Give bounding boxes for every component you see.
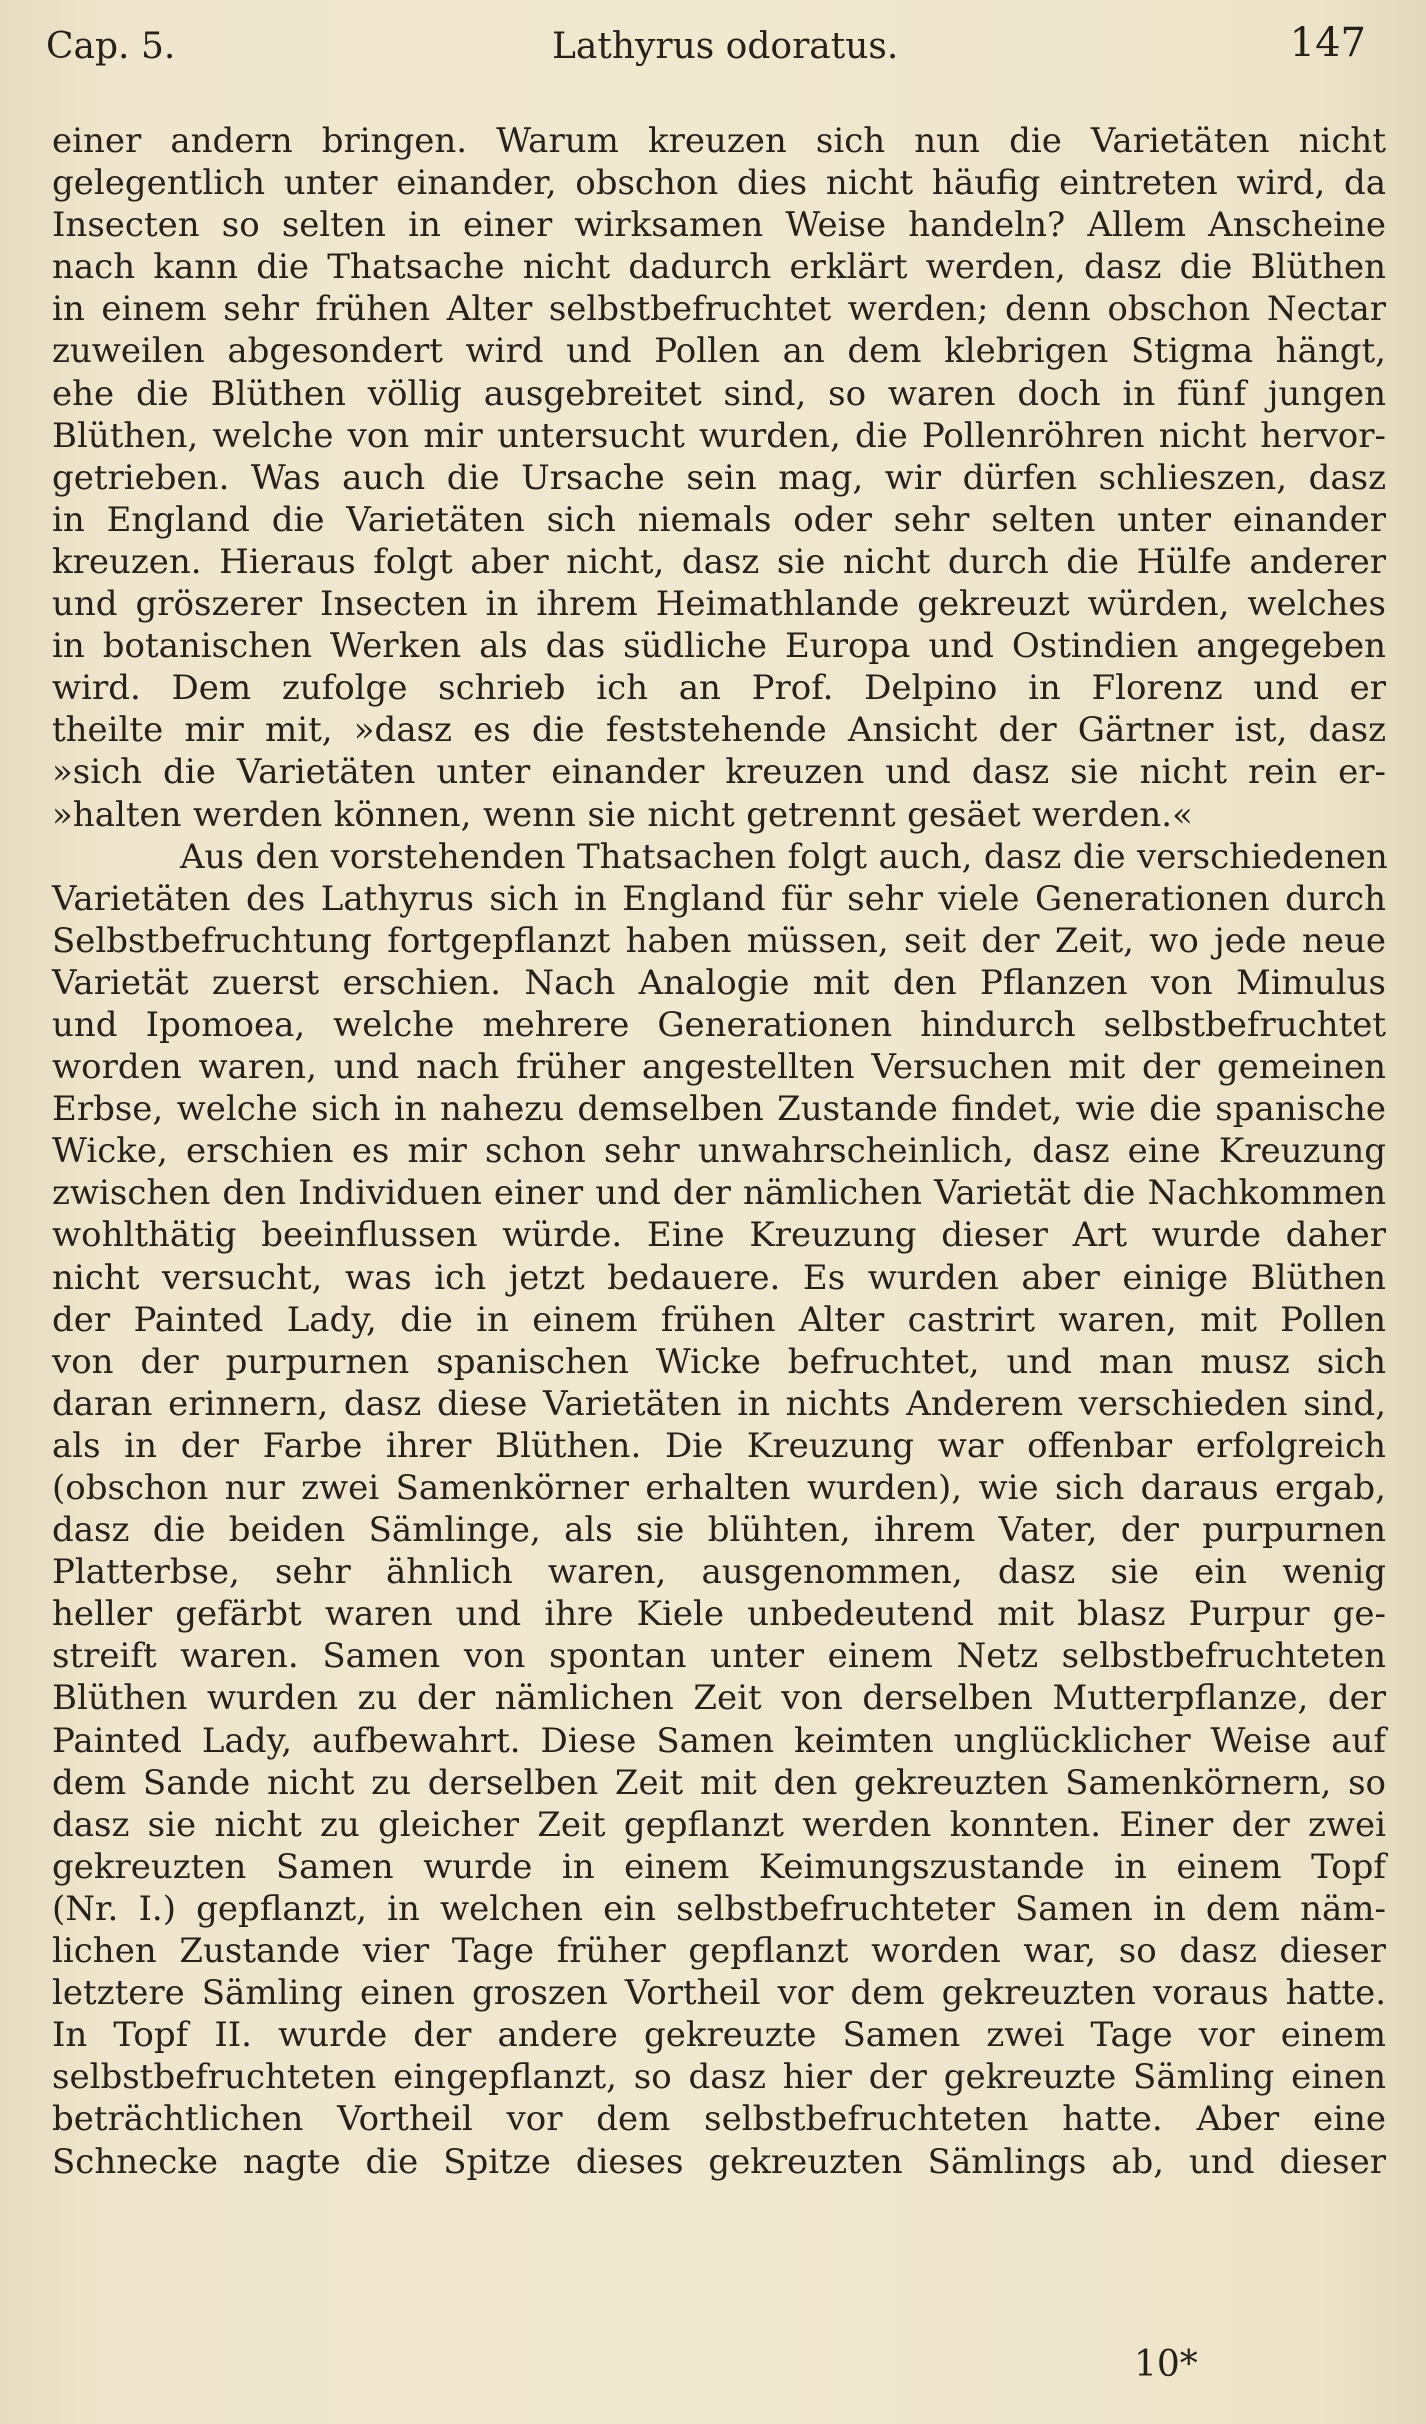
text-line: wohlthätig beeinflussen würde. Eine Kreuzung dieser Art wurde daher bbox=[52, 1215, 1386, 1256]
text-line: Platterbse, sehr ähnlich waren, ausgenommen, dasz sie ein wenig bbox=[52, 1552, 1386, 1593]
text-line: »sich die Varietäten unter einander kreuzen und dasz sie nicht rein er- bbox=[52, 752, 1386, 793]
text-line: »halten werden können, wenn sie nicht getrennt gesäet werden.« bbox=[52, 794, 1193, 835]
text-line: streift waren. Samen von spontan unter einem Netz selbstbefruchteten bbox=[52, 1636, 1386, 1677]
text-line: Insecten so selten in einer wirksamen Weise handeln? Allem Anscheine bbox=[52, 205, 1386, 246]
text-line: nach kann die Thatsache nicht dadurch erklärt werden, dasz die Blüthen bbox=[52, 247, 1386, 288]
text-line: dasz die beiden Sämlinge, als sie blühten, ihrem Vater, der purpurnen bbox=[52, 1510, 1386, 1551]
text-line: dasz sie nicht zu gleicher Zeit gepflanzt werden konnten. Einer der zwei bbox=[52, 1804, 1386, 1845]
text-line: Schnecke nagte die Spitze dieses gekreuzten Sämlings ab, und dieser bbox=[52, 2141, 1386, 2182]
text-line: und Ipomoea, welche mehrere Generationen hindurch selbstbefruchtet bbox=[52, 1004, 1386, 1045]
text-line: gekreuzten Samen wurde in einem Keimungszustande in einem Topf bbox=[52, 1846, 1386, 1887]
text-line: als in der Farbe ihrer Blüthen. Die Kreuzung war offenbar erfolgreich bbox=[52, 1425, 1386, 1466]
text-line: (Nr. I.) gepflanzt, in welchen ein selbstbefruchteter Samen in dem näm- bbox=[52, 1888, 1386, 1929]
text-line: worden waren, und nach früher angestellten Versuchen mit der gemeinen bbox=[52, 1047, 1386, 1088]
text-line: (obschon nur zwei Samenkörner erhalten wurden), wie sich daraus ergab, bbox=[52, 1468, 1386, 1508]
text-line: in botanischen Werken als das südliche Europa und Ostindien angegeben bbox=[52, 626, 1386, 667]
running-title: Lathyrus odoratus. bbox=[552, 26, 899, 67]
text-line: Selbstbefruchtung fortgepflanzt haben müssen, seit der Zeit, wo jede neue bbox=[52, 920, 1386, 961]
text-line: Aus den vorstehenden Thatsachen folgt auch, dasz die verschiedenen bbox=[180, 836, 1388, 877]
text-line: Wicke, erschien es mir schon sehr unwahrscheinlich, dasz eine Kreuzung bbox=[52, 1131, 1386, 1172]
text-line: Varietäten des Lathyrus sich in England für sehr viele Generationen durch bbox=[52, 878, 1386, 919]
text-line: Blüthen, welche von mir untersucht wurden, die Pollenröhren nicht hervor- bbox=[52, 415, 1386, 456]
text-line: Erbse, welche sich in nahezu demselben Zustande findet, wie die spanische bbox=[52, 1089, 1386, 1130]
page-number: 147 bbox=[1289, 20, 1366, 66]
text-line: zwischen den Individuen einer und der nämlichen Varietät die Nachkommen bbox=[52, 1173, 1386, 1214]
text-line: von der purpurnen spanischen Wicke befruchtet, und man musz sich bbox=[52, 1341, 1386, 1382]
text-line: gelegentlich unter einander, obschon dies nicht häufig eintreten wird, da bbox=[52, 163, 1386, 204]
text-line: Blüthen wurden zu der nämlichen Zeit von derselben Mutterpflanze, der bbox=[52, 1678, 1386, 1719]
text-line: dem Sande nicht zu derselben Zeit mit den gekreuzten Samenkörnern, so bbox=[52, 1762, 1386, 1803]
text-line: Painted Lady, aufbewahrt. Diese Samen keimten unglücklicher Weise auf bbox=[52, 1720, 1386, 1761]
body-text bbox=[52, 120, 1386, 2183]
text-line: wird. Dem zufolge schrieb ich an Prof. Delpino in Florenz und er bbox=[52, 668, 1386, 709]
text-line: letztere Sämling einen groszen Vortheil vor dem gekreuzten voraus hatte. bbox=[52, 1973, 1386, 2014]
text-line: In Topf II. wurde der andere gekreuzte Samen zwei Tage vor einem bbox=[52, 2015, 1386, 2056]
text-line: daran erinnern, dasz diese Varietäten in nichts Anderem verschieden sind, bbox=[52, 1383, 1386, 1424]
signature-mark: 10* bbox=[1134, 2344, 1198, 2385]
text-line: kreuzen. Hieraus folgt aber nicht, dasz sie nicht durch die Hülfe anderer bbox=[52, 541, 1386, 582]
text-line: der Painted Lady, die in einem frühen Alter castrirt waren, mit Pollen bbox=[52, 1299, 1386, 1340]
text-line: nicht versucht, was ich jetzt bedauere. Es wurden aber einige Blüthen bbox=[52, 1257, 1386, 1298]
text-line: lichen Zustande vier Tage früher gepflanzt worden war, so dasz dieser bbox=[52, 1931, 1386, 1972]
text-line: in England die Varietäten sich niemals oder sehr selten unter einander bbox=[52, 499, 1386, 540]
text-line: Varietät zuerst erschien. Nach Analogie mit den Pflanzen von Mimulus bbox=[52, 962, 1386, 1003]
text-line: in einem sehr frühen Alter selbstbefruchtet werden; denn obschon Nectar bbox=[52, 289, 1386, 330]
text-line: ehe die Blüthen völlig ausgebreitet sind, so waren doch in fünf jungen bbox=[52, 373, 1386, 414]
text-line: heller gefärbt waren und ihre Kiele unbedeutend mit blasz Purpur ge- bbox=[52, 1594, 1386, 1635]
text-line: getrieben. Was auch die Ursache sein mag, wir dürfen schlieszen, dasz bbox=[52, 457, 1386, 498]
text-line: selbstbefruchteten eingepflanzt, so dasz hier der gekreuzte Sämling einen bbox=[52, 2057, 1386, 2098]
text-line: einer andern bringen. Warum kreuzen sich nun die Varietäten nicht bbox=[52, 121, 1386, 161]
text-line: theilte mir mit, »dasz es die feststehende Ansicht der Gärtner ist, dasz bbox=[52, 710, 1386, 751]
running-header bbox=[46, 20, 1366, 80]
text-line: zuweilen abgesondert wird und Pollen an dem klebrigen Stigma hängt, bbox=[52, 331, 1386, 372]
chapter-label: Cap. 5. bbox=[46, 26, 176, 67]
text-line: und gröszerer Insecten in ihrem Heimathlande gekreuzt würden, welches bbox=[52, 584, 1386, 625]
text-line: beträchtlichen Vortheil vor dem selbstbefruchteten hatte. Aber eine bbox=[52, 2099, 1386, 2140]
